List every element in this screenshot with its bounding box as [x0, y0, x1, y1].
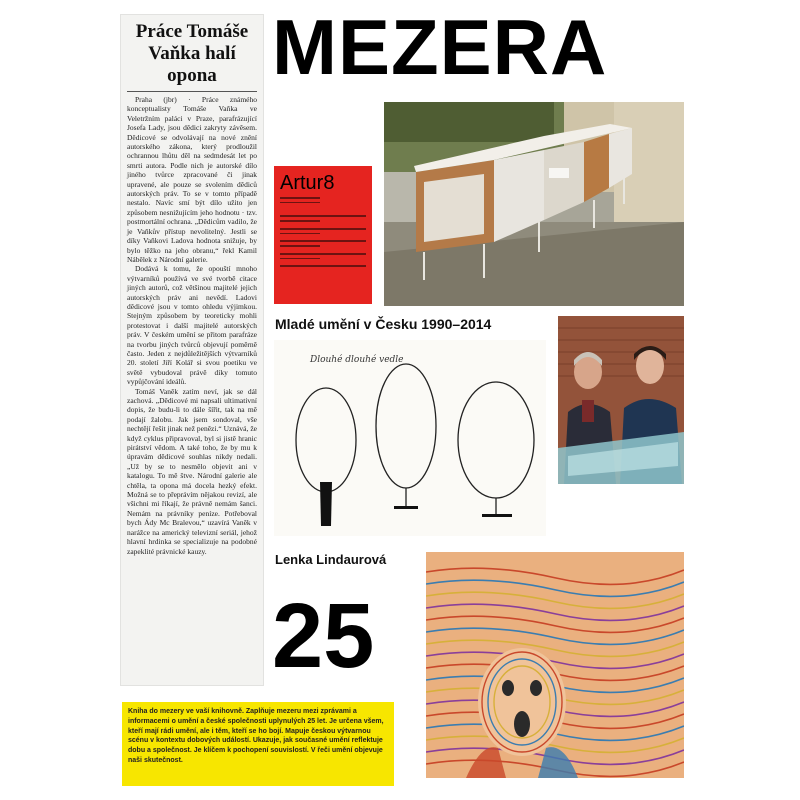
book-author: Lenka Lindaurová	[275, 552, 387, 567]
poster-text-line	[280, 265, 366, 267]
tree-drawing	[274, 340, 546, 536]
tree-drawing-image	[274, 340, 546, 536]
book-subtitle: Mladé umění v Česku 1990–2014	[275, 316, 492, 332]
anniversary-number: 25	[272, 585, 375, 687]
clipping-paragraph: Dodává k tomu, že opouští mnoho výtvarníků používá ve své tvorbě citace jiných autorů, což většinou majitelé jejich autorských práv ani nevědí. Ladovi dědicové jsou v tomto ohledu výjimkou. Stejným způsobem by teoreticky mohli protestovat i další majitelé autorských práv. V českém umění se přitom parafráze na tvorbu jiných tvůrců objevují poměrně často. Jeden z nejdůležitějších výtvarníků 20. století Jiří Kolář si svou poetiku ve světě vybudoval právě díky tomuto vypůjčování ideálů.	[127, 264, 257, 387]
book-title: MEZERA	[272, 3, 608, 91]
clipping-body	[121, 95, 263, 556]
drawing-caption: Dlouhé dlouhé vedle	[310, 355, 404, 365]
poster-text-line	[280, 253, 366, 255]
poster-text-line	[280, 220, 320, 222]
scream-painting-image	[426, 552, 684, 778]
poster-text-line	[280, 245, 320, 247]
clipping-headline: Práce Tomáše Vaňka halí opona	[135, 21, 249, 86]
poster-text-line	[280, 240, 366, 242]
clipping-paragraph: Tomáš Vaněk zatím neví, jak se dál zachová. „Dědicové mi napsali ultimativní dopis, že budu-li to dále šířit, tak na mě podají žalobu. Jak jsem sondoval, vše nechtějí řešit jinak než penězi.“ Uznává, že když cyklus připravoval, byl si jistě hranic pirátství vědom. A také toho, že by mu k úpravám dědicové souhlas nikdy nedali. „Už by se to nesmělo objevit ani v katalogu. To mě štve. Národní galerie ale chtěla, ta opona má docela hezký efekt. Možná se to přeprávím nějakou revizí, ale všichni mi říkají, že právně nemám šanci. Nemám na právníky peníze. Potřeboval bych Ády Mc Bralevou,“ uzavírá Vaněk v narážce na americký televizní seriál, jehož hlavní hrdinka se specializuje na podobné zapeklité právnické kauzy.	[127, 386, 257, 556]
artur8-poster	[274, 166, 372, 304]
book-blurb: Kniha do mezery ve vaší knihovně. Zaplňuje mezeru mezi zprávami a informacemi o umění a české společnosti uplynulých 25 let. Je určena všem, kteří mají rádi umění, ale i těm, kteří se ho bojí. Mapuje českou výtvarnou scénu v kontextu dobových událostí. Ukazuje, jak současné umění reflektuje dobu a společnost. Je klíčem k pochopení souvislostí. V řeči umění objevuje naši skutečnost.	[122, 702, 394, 786]
people-photo-image	[558, 316, 684, 484]
poster-text-line	[280, 202, 320, 204]
scream-painting	[426, 552, 684, 778]
poster-text-line	[280, 215, 366, 217]
poster-text-line	[280, 197, 320, 199]
poster-text-line	[280, 228, 366, 230]
furniture-photo	[384, 102, 684, 306]
artur8-title: Artur8	[280, 172, 335, 194]
newspaper-clipping	[120, 14, 264, 686]
people-photo	[558, 316, 684, 484]
clipping-rule	[127, 91, 257, 92]
furniture-photo-image	[384, 102, 684, 306]
poster-text-line	[280, 258, 320, 260]
poster-text-line	[280, 233, 320, 235]
clipping-paragraph: Praha (jbr) · Práce známého konceptualisty Tomáše Vaňka ve Veletržním paláci v Praze, parafrázující Josefa Lady, jsou dědici zakryty závěsem. Dědicové se odvolávají na nové znění autorského zákona, který prodloužil ochrannou lhůtu děl na sedmdesát let po smrti autora. Podle nich je autorské dílo jiného tvůrce zpracované či jinak upravené, ale pouze se svolením dědiců autorských práv. To se v tomto případě nestalo. Navíc smí být dílo užito jen způsobem nesnižujícím jeho hodnotu · tzv. postmortální ochrana. „Dědicům vadilo, že je Vaňkův přístup nevolitelný. Jestli se díky Vaňkovi Ladova hodnota snižuje, by bylo těžko na jeho obranu,“ řekl Kamil Nábělek z Národní galerie.	[127, 95, 257, 264]
